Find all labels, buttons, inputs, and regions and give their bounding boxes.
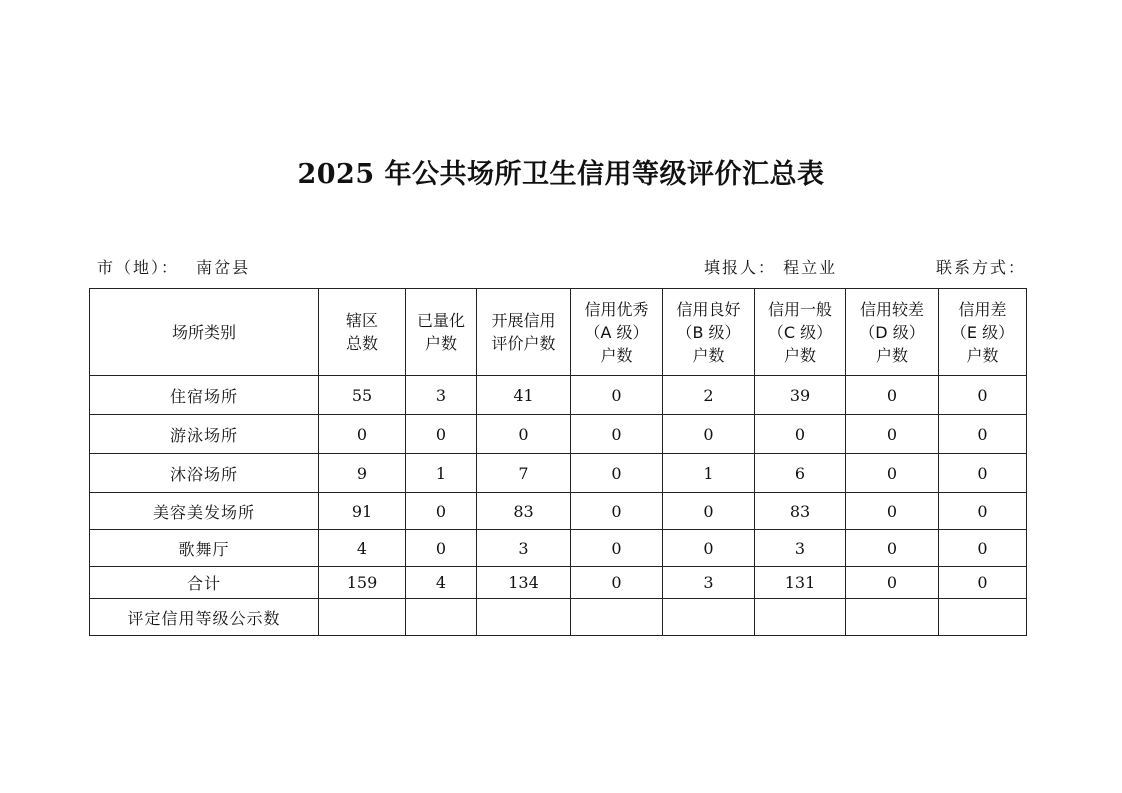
cell-grade-b: 0 (663, 530, 755, 567)
cell-grade-b: 3 (663, 567, 755, 599)
cell-quantified: 1 (406, 454, 477, 493)
header-grade-d: 信用较差 （D 级） 户数 (846, 289, 939, 376)
cell-quantified: 0 (406, 530, 477, 567)
publication-row (90, 599, 1027, 636)
empty-cell (319, 599, 406, 636)
row-category: 合计 (90, 567, 319, 599)
empty-cell (939, 599, 1027, 636)
total-row (90, 567, 1027, 599)
header-quantified: 已量化 户数 (406, 289, 477, 376)
cell-quantified: 4 (406, 567, 477, 599)
empty-cell (477, 599, 571, 636)
contact-field (936, 255, 1026, 278)
cell-grade-c: 39 (755, 376, 846, 415)
cell-grade-a: 0 (571, 376, 663, 415)
cell-grade-d: 0 (846, 454, 939, 493)
row-category: 住宿场所 (90, 376, 319, 415)
cell-grade-b: 0 (663, 415, 755, 454)
cell-grade-a: 0 (571, 567, 663, 599)
cell-evaluated: 41 (477, 376, 571, 415)
cell-grade-d: 0 (846, 530, 939, 567)
city-field (97, 255, 250, 278)
cell-grade-e: 0 (939, 530, 1027, 567)
cell-grade-d: 0 (846, 493, 939, 530)
reporter-value: 程立业 (783, 258, 838, 277)
cell-grade-a: 0 (571, 530, 663, 567)
cell-quantified: 0 (406, 415, 477, 454)
header-total: 辖区 总数 (319, 289, 406, 376)
cell-evaluated: 3 (477, 530, 571, 567)
cell-grade-e: 0 (939, 415, 1027, 454)
cell-evaluated: 134 (477, 567, 571, 599)
cell-grade-b: 2 (663, 376, 755, 415)
cell-grade-e: 0 (939, 567, 1027, 599)
header-row (90, 289, 1027, 376)
row-category: 评定信用等级公示数 (90, 599, 319, 636)
empty-cell (571, 599, 663, 636)
cell-grade-a: 0 (571, 415, 663, 454)
table-row (90, 454, 1027, 493)
summary-table (89, 288, 1027, 636)
header-grade-a: 信用优秀 （A 级） 户数 (571, 289, 663, 376)
cell-grade-c: 0 (755, 415, 846, 454)
row-category: 美容美发场所 (90, 493, 319, 530)
cell-grade-b: 1 (663, 454, 755, 493)
cell-grade-d: 0 (846, 415, 939, 454)
empty-cell (846, 599, 939, 636)
cell-grade-a: 0 (571, 493, 663, 530)
city-value: 南岔县 (196, 258, 251, 277)
cell-grade-c: 131 (755, 567, 846, 599)
cell-grade-d: 0 (846, 376, 939, 415)
reporter-label: 填报人： (704, 258, 777, 277)
page-title: 2025 年公共场所卫生信用等级评价汇总表 (297, 159, 825, 190)
header-grade-e: 信用差 （E 级） 户数 (939, 289, 1027, 376)
cell-grade-c: 83 (755, 493, 846, 530)
cell-evaluated: 0 (477, 415, 571, 454)
cell-grade-e: 0 (939, 493, 1027, 530)
cell-grade-c: 6 (755, 454, 846, 493)
cell-grade-b: 0 (663, 493, 755, 530)
row-category: 歌舞厅 (90, 530, 319, 567)
cell-grade-d: 0 (846, 567, 939, 599)
cell-total: 55 (319, 376, 406, 415)
header-evaluated: 开展信用 评价户数 (477, 289, 571, 376)
cell-grade-e: 0 (939, 454, 1027, 493)
cell-total: 4 (319, 530, 406, 567)
table-row (90, 415, 1027, 454)
cell-total: 159 (319, 567, 406, 599)
city-label: 市（地）： (97, 258, 180, 277)
cell-total: 0 (319, 415, 406, 454)
cell-total: 91 (319, 493, 406, 530)
cell-grade-a: 0 (571, 454, 663, 493)
cell-grade-c: 3 (755, 530, 846, 567)
empty-cell (406, 599, 477, 636)
header-grade-b: 信用良好 （B 级） 户数 (663, 289, 755, 376)
reporter-field (704, 255, 837, 278)
contact-label: 联系方式： (936, 258, 1027, 277)
cell-evaluated: 83 (477, 493, 571, 530)
row-category: 沐浴场所 (90, 454, 319, 493)
cell-total: 9 (319, 454, 406, 493)
cell-evaluated: 7 (477, 454, 571, 493)
table-row (90, 493, 1027, 530)
cell-quantified: 3 (406, 376, 477, 415)
empty-cell (755, 599, 846, 636)
cell-grade-e: 0 (939, 376, 1027, 415)
row-category: 游泳场所 (90, 415, 319, 454)
header-grade-c: 信用一般 （C 级） 户数 (755, 289, 846, 376)
cell-quantified: 0 (406, 493, 477, 530)
header-category: 场所类别 (90, 289, 319, 376)
empty-cell (663, 599, 755, 636)
table-row (90, 376, 1027, 415)
table-row (90, 530, 1027, 567)
